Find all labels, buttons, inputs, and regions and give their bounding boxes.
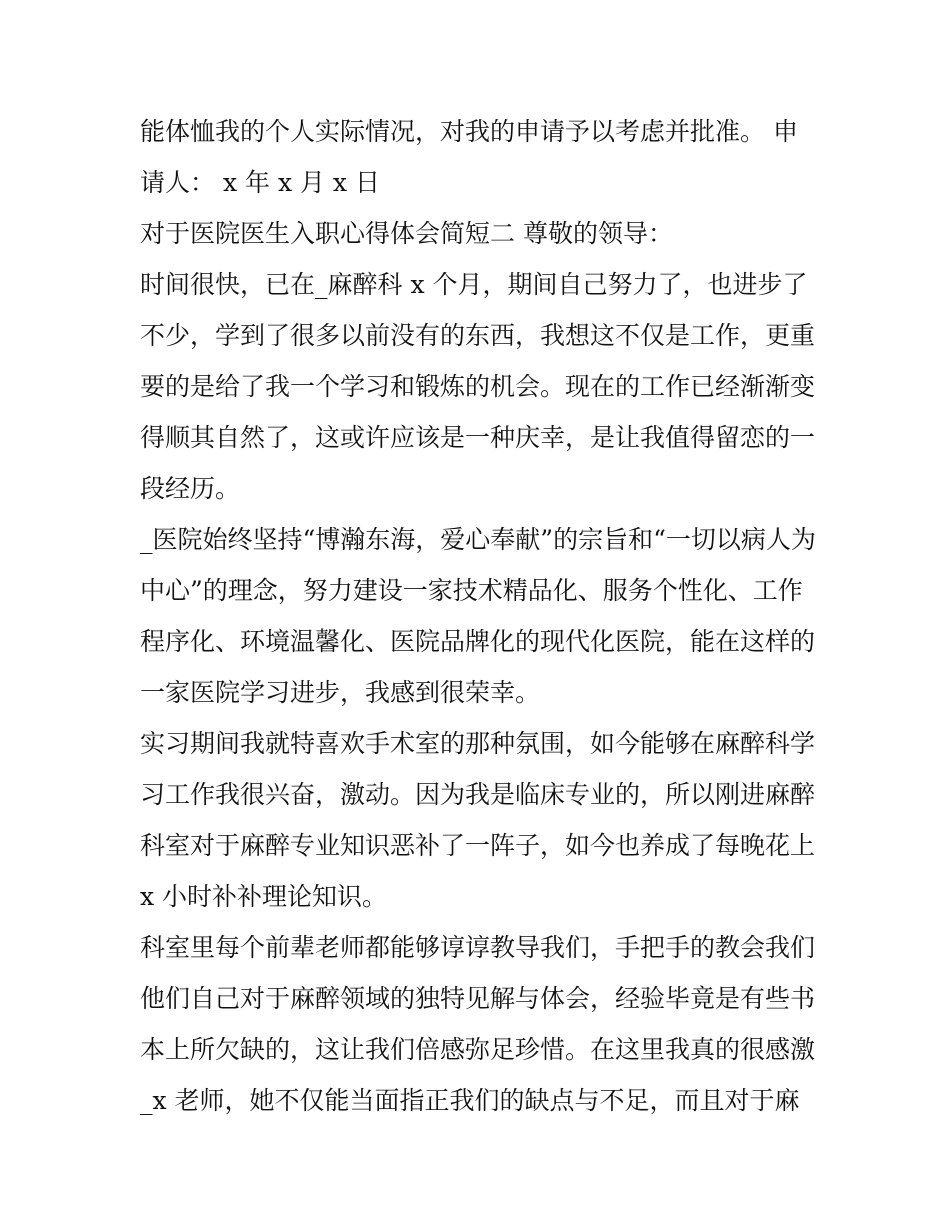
text-line: 不少，学到了很多以前没有的东西，我想这不仅是工作，更重 (140, 321, 816, 350)
text-line: 习工作我很兴奋，激动。因为我是临床专业的，所以刚进麻醉 (140, 780, 816, 809)
text-line: 时间很快，已在_麻醉科 x 个月，期间自己努力了，也进步了 (140, 270, 808, 299)
text-line: 程序化、环境温馨化、医院品牌化的现代化医院，能在这样的 (140, 627, 816, 656)
text-line: _医院始终坚持“博瀚东海，爱心奉献”的宗旨和“一切以病人为 (140, 525, 816, 554)
text-line: x 小时补补理论知识。 (140, 882, 388, 911)
text-line: 段经历。 (140, 474, 241, 503)
text-line: _x 老师，她不仅能当面指正我们的缺点与不足，而且对于麻 (140, 1086, 800, 1115)
text-line: 科室对于麻醉专业知识恶补了一阵子，如今也养成了每晚花上 (140, 831, 816, 860)
text-line: 实习期间我就特喜欢手术室的那种氛围，如今能够在麻醉科学 (140, 729, 816, 758)
text-line: 本上所欠缺的，这让我们倍感弥足珍惜。在这里我真的很感激 (140, 1035, 816, 1064)
text-line: 要的是给了我一个学习和锻炼的机会。现在的工作已经渐渐变 (140, 372, 816, 401)
text-line: 对于医院医生入职心得体会简短二 尊敬的领导： (140, 219, 673, 248)
text-line: 得顺其自然了，这或许应该是一种庆幸，是让我值得留恋的一 (140, 423, 816, 452)
document-body (140, 106, 820, 1126)
text-line: 科室里每个前辈老师都能够谆谆教导我们，手把手的教会我们 (140, 933, 816, 962)
text-line: 他们自己对于麻醉领域的独特见解与体会，经验毕竟是有些书 (140, 984, 816, 1013)
text-line: 一家医院学习进步，我感到很荣幸。 (140, 678, 541, 707)
text-line: 请人： x 年 x 月 x 日 (140, 168, 380, 197)
text-line: 中心”的理念，努力建设一家技术精品化、服务个性化、工作 (140, 576, 803, 605)
text-line: 能体恤我的个人实际情况，对我的申请予以考虑并批准。 申 (140, 117, 798, 146)
